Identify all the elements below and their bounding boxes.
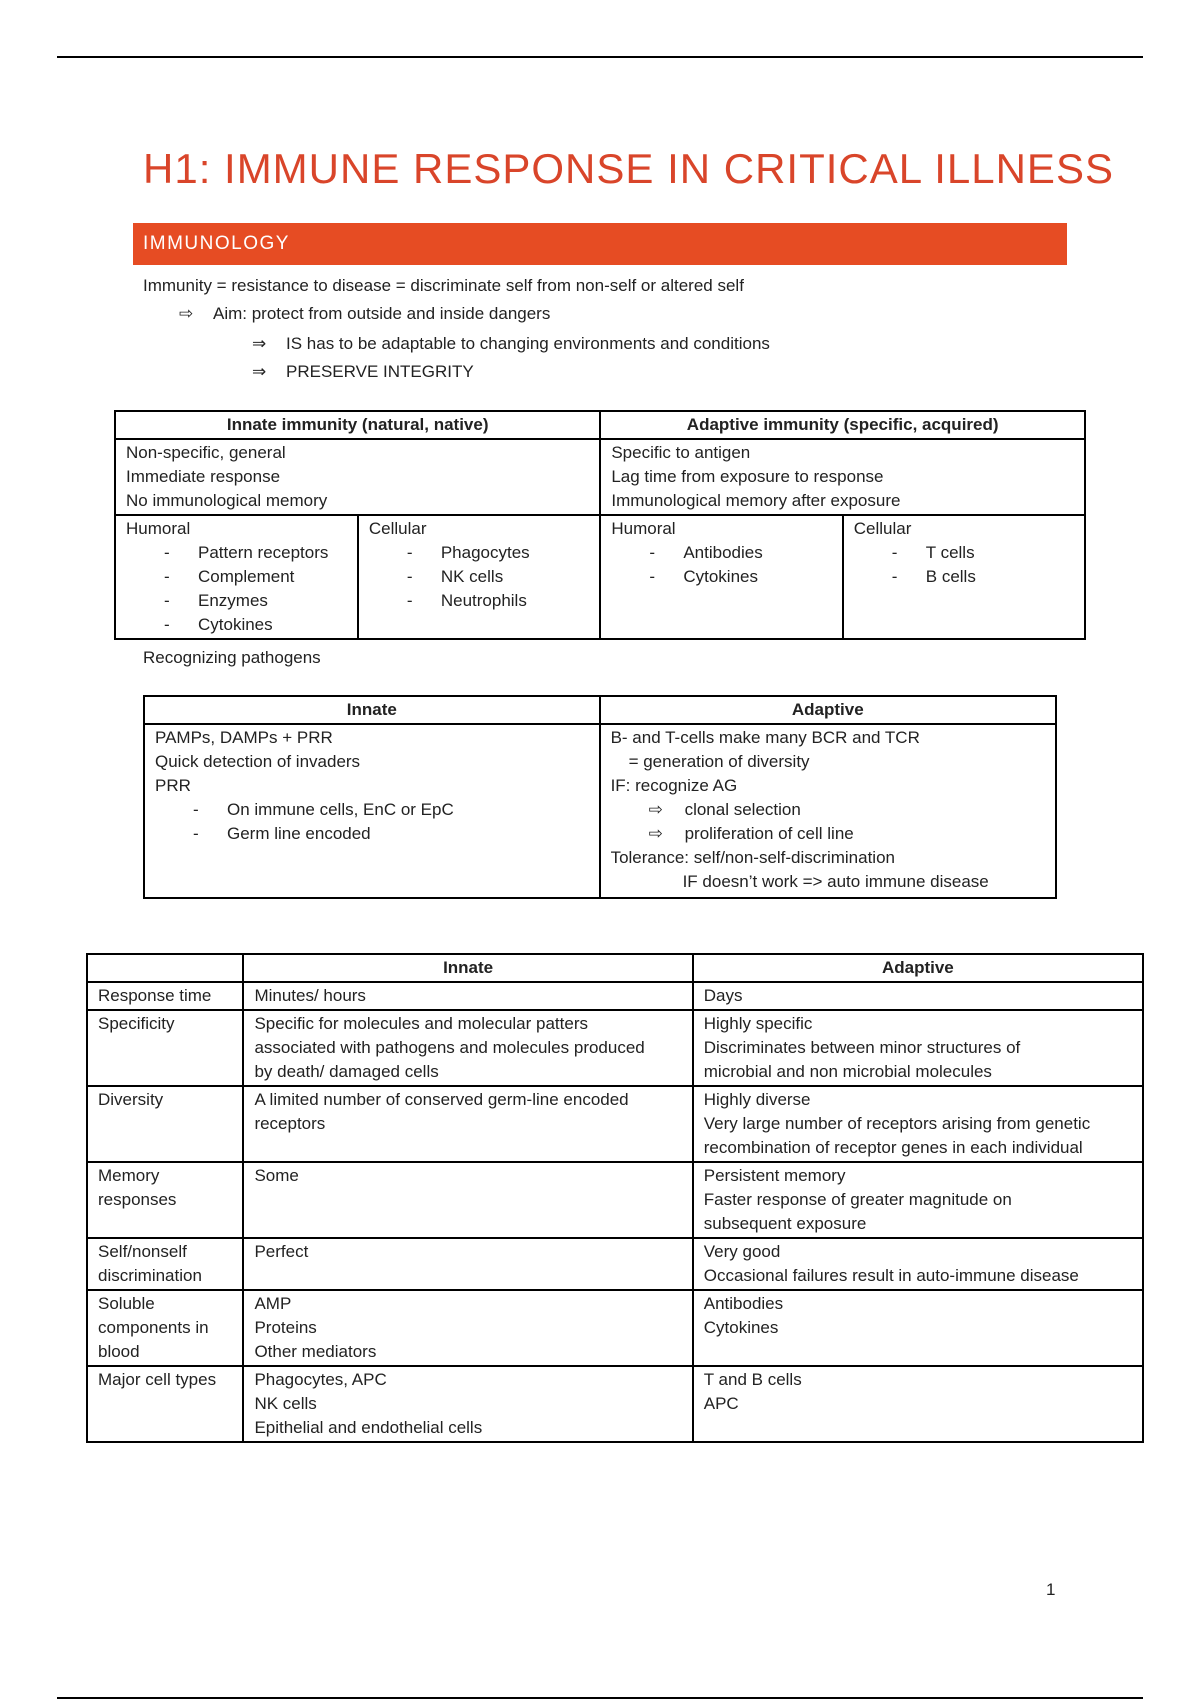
adaptive-cell-line: Very good xyxy=(703,1242,781,1261)
innate-cell xyxy=(243,1010,692,1086)
innate-cell-line: Some xyxy=(254,1166,299,1185)
innate-cell-line: by death/ damaged cells xyxy=(254,1062,439,1081)
bullet-text: IS has to be adaptable to changing environments and conditions xyxy=(286,334,770,353)
innate-header: Innate immunity (natural, native) xyxy=(115,411,600,439)
adaptive-header: Adaptive xyxy=(600,696,1056,724)
aim-text: Aim: protect from outside and inside dangers xyxy=(213,304,551,323)
item-text: clonal selection xyxy=(684,800,801,819)
adaptive-cellular-label: Cellular xyxy=(853,519,912,538)
adaptive-cell xyxy=(693,1366,1143,1442)
list-item xyxy=(854,565,1074,589)
adaptive-cell xyxy=(693,1238,1143,1290)
adaptive-prop: Specific to antigen xyxy=(611,443,751,462)
adaptive-cell xyxy=(693,1086,1143,1162)
list-item xyxy=(369,589,590,613)
dash: - xyxy=(164,615,170,634)
item-text: Antibodies xyxy=(683,543,763,562)
list-item xyxy=(126,541,347,565)
innate-cell-line: AMP xyxy=(254,1294,292,1313)
innate-header: Innate xyxy=(243,954,692,982)
innate-cellular-label: Cellular xyxy=(368,519,427,538)
adaptive-cell-line: T and B cells xyxy=(703,1370,802,1389)
row-label: Diversity xyxy=(87,1086,243,1162)
row-label: Response time xyxy=(87,982,243,1010)
dash: - xyxy=(164,591,170,610)
item-text: Complement xyxy=(198,567,295,586)
list-item xyxy=(611,822,1045,846)
row-label: Memory responses xyxy=(87,1162,243,1238)
innate-prop: No immunological memory xyxy=(126,491,328,510)
dash: - xyxy=(164,567,170,586)
item-text: Enzymes xyxy=(198,591,268,610)
innate-cell xyxy=(243,1086,692,1162)
list-item xyxy=(611,541,831,565)
item-text: Phagocytes xyxy=(440,543,530,562)
page-number: 1 xyxy=(1046,1580,1056,1599)
comparison-table xyxy=(86,953,1144,1443)
innate-cell-line: Specific for molecules and molecular patters xyxy=(254,1014,588,1033)
innate-cell xyxy=(243,982,692,1010)
innate-cell-line: Phagocytes, APC xyxy=(254,1370,387,1389)
adaptive-header: Adaptive immunity (specific, acquired) xyxy=(600,411,1085,439)
innate-cell xyxy=(243,1366,692,1442)
section-banner: IMMUNOLOGY xyxy=(133,223,1067,265)
innate-line: PAMPs, DAMPs + PRR xyxy=(155,728,333,747)
dash: - xyxy=(891,543,898,562)
dash: - xyxy=(406,543,413,562)
list-item xyxy=(126,589,347,613)
innate-humoral-label: Humoral xyxy=(126,519,191,538)
arrow-icon: ⇨ xyxy=(648,800,663,819)
innate-cell-line: Other mediators xyxy=(254,1342,377,1361)
innate-humoral xyxy=(115,515,358,639)
item-text: proliferation of cell line xyxy=(684,824,854,843)
innate-recognition xyxy=(144,724,600,898)
adaptive-cell-line: Persistent memory xyxy=(703,1166,846,1185)
innate-properties xyxy=(115,439,600,515)
innate-cell-line: A limited number of conserved germ-line encoded xyxy=(254,1090,629,1109)
item-text: Cytokines xyxy=(683,567,758,586)
adaptive-cell xyxy=(693,1162,1143,1238)
list-item xyxy=(854,541,1074,565)
intro-bullet-2 xyxy=(252,362,474,382)
row-label: Major cell types xyxy=(87,1366,243,1442)
innate-cell-line: Epithelial and endothelial cells xyxy=(254,1418,483,1437)
innate-cell-line: NK cells xyxy=(254,1394,317,1413)
innate-cell-line: Proteins xyxy=(254,1318,317,1337)
row-label: Specificity xyxy=(87,1010,243,1086)
adaptive-line: = generation of diversity xyxy=(628,752,810,771)
table-row xyxy=(87,1366,1143,1442)
top-rule xyxy=(57,56,1143,58)
innate-cell xyxy=(243,1238,692,1290)
list-item xyxy=(126,565,347,589)
list-item xyxy=(155,798,589,822)
table-row xyxy=(87,1010,1143,1086)
table-row xyxy=(87,1238,1143,1290)
adaptive-properties xyxy=(600,439,1085,515)
page-title: H1: IMMUNE RESPONSE IN CRITICAL ILLNESS xyxy=(143,145,1114,192)
item-text: Germ line encoded xyxy=(227,824,371,843)
dash: - xyxy=(649,543,656,562)
innate-line: PRR xyxy=(155,776,191,795)
empty-header xyxy=(87,954,243,982)
innate-cell xyxy=(243,1162,692,1238)
adaptive-cell-line: Highly diverse xyxy=(703,1090,811,1109)
adaptive-recognition xyxy=(600,724,1056,898)
innate-cell-line: Minutes/ hours xyxy=(254,986,366,1005)
item-text: On immune cells, EnC or EpC xyxy=(227,800,454,819)
dash: - xyxy=(891,567,898,586)
innate-cellular xyxy=(358,515,601,639)
arrow-icon: ⇒ xyxy=(252,334,267,353)
dash: - xyxy=(193,824,199,843)
adaptive-cell-line: Faster response of greater magnitude on xyxy=(703,1190,1012,1209)
adaptive-prop: Immunological memory after exposure xyxy=(611,491,901,510)
innate-line: Quick detection of invaders xyxy=(155,752,361,771)
list-item xyxy=(126,613,347,637)
adaptive-humoral-label: Humoral xyxy=(611,519,676,538)
innate-cell-line: Perfect xyxy=(254,1242,309,1261)
list-item xyxy=(611,565,831,589)
table-row xyxy=(87,1162,1143,1238)
adaptive-cellular xyxy=(843,515,1085,639)
bullet-text: PRESERVE INTEGRITY xyxy=(286,362,474,381)
item-text: Cytokines xyxy=(198,615,273,634)
arrow-icon: ⇨ xyxy=(179,304,194,323)
adaptive-cell xyxy=(693,1290,1143,1366)
table-row xyxy=(87,1086,1143,1162)
row-label: Self/nonself discrimination xyxy=(87,1238,243,1290)
innate-cell xyxy=(243,1290,692,1366)
innate-prop: Immediate response xyxy=(126,467,281,486)
dash: - xyxy=(406,567,413,586)
intro-definition: Immunity = resistance to disease = discriminate self from non-self or altered self xyxy=(143,276,744,295)
adaptive-cell-line: microbial and non microbial molecules xyxy=(703,1062,992,1081)
adaptive-cell-line: recombination of receptor genes in each individual xyxy=(703,1138,1083,1157)
adaptive-header: Adaptive xyxy=(693,954,1143,982)
list-item xyxy=(611,798,1045,822)
adaptive-humoral xyxy=(600,515,842,639)
adaptive-cell-line: Discriminates between minor structures of xyxy=(703,1038,1021,1057)
adaptive-cell-line: Days xyxy=(703,986,743,1005)
adaptive-cell xyxy=(693,982,1143,1010)
list-item xyxy=(369,565,590,589)
adaptive-cell-line: Occasional failures result in auto-immune disease xyxy=(703,1266,1079,1285)
adaptive-cell-line: subsequent exposure xyxy=(703,1214,867,1233)
dash: - xyxy=(164,543,170,562)
adaptive-prop: Lag time from exposure to response xyxy=(611,467,884,486)
row-label: Soluble components in blood xyxy=(87,1290,243,1366)
adaptive-cell-line: Cytokines xyxy=(703,1318,779,1337)
immunity-types-table xyxy=(114,410,1086,640)
dash: - xyxy=(193,800,199,819)
adaptive-cell-line: Highly specific xyxy=(703,1014,813,1033)
adaptive-cell-line: Very large number of receptors arising from genetic xyxy=(703,1114,1091,1133)
innate-cell-line: receptors xyxy=(254,1114,326,1133)
table-row xyxy=(87,982,1143,1010)
intro-bullet-1 xyxy=(252,334,770,354)
list-item xyxy=(155,822,589,846)
adaptive-line: IF doesn’t work => auto immune disease xyxy=(682,872,989,891)
dash: - xyxy=(649,567,656,586)
bottom-rule xyxy=(57,1697,1143,1699)
intro-aim xyxy=(179,304,550,324)
item-text: Neutrophils xyxy=(440,591,527,610)
adaptive-line: IF: recognize AG xyxy=(610,776,738,795)
list-item xyxy=(369,541,590,565)
innate-cell-line: associated with pathogens and molecules produced xyxy=(254,1038,645,1057)
adaptive-cell-line: Antibodies xyxy=(703,1294,784,1313)
item-text: NK cells xyxy=(440,567,504,586)
table-row xyxy=(87,1290,1143,1366)
arrow-icon: ⇨ xyxy=(648,824,663,843)
innate-header: Innate xyxy=(144,696,600,724)
innate-prop: Non-specific, general xyxy=(126,443,286,462)
adaptive-cell-line: APC xyxy=(703,1394,739,1413)
adaptive-cell xyxy=(693,1010,1143,1086)
recognizing-heading: Recognizing pathogens xyxy=(143,648,321,667)
dash: - xyxy=(406,591,413,610)
item-text: B cells xyxy=(925,567,976,586)
item-text: T cells xyxy=(925,543,975,562)
arrow-icon: ⇒ xyxy=(252,362,267,381)
adaptive-line: B- and T-cells make many BCR and TCR xyxy=(610,728,920,747)
adaptive-line: Tolerance: self/non-self-discrimination xyxy=(610,848,895,867)
recognition-table xyxy=(143,695,1057,899)
item-text: Pattern receptors xyxy=(198,543,329,562)
